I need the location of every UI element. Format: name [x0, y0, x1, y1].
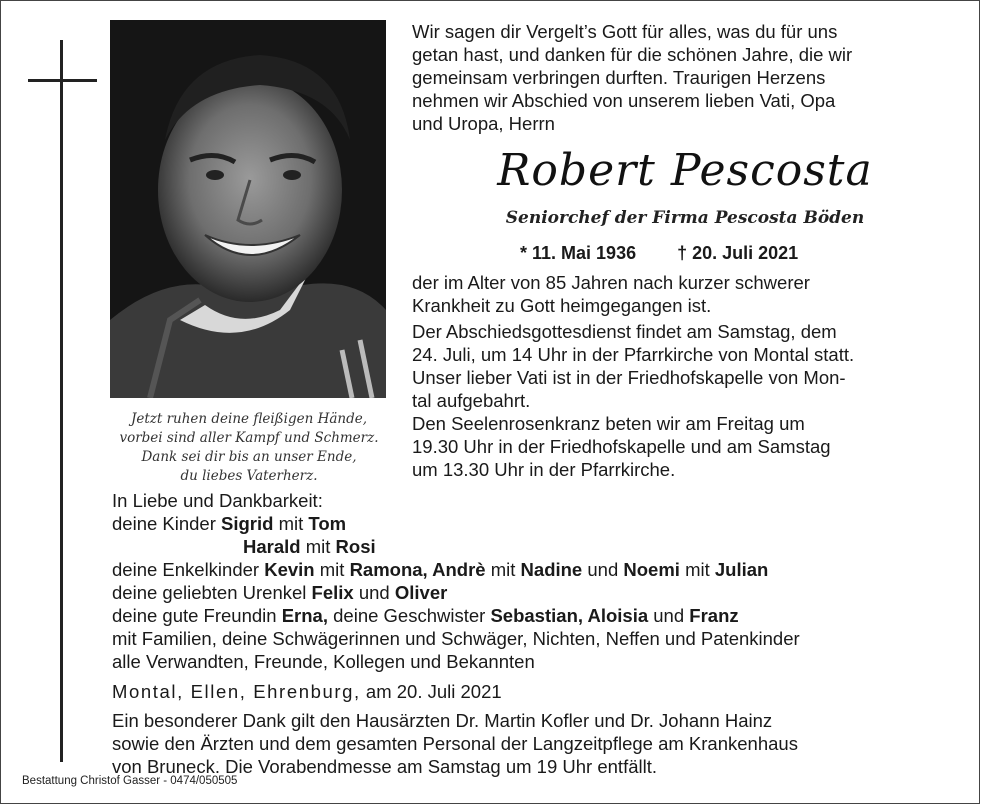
service-line: 19.30 Uhr in der Friedhofskapelle und am Samstag	[412, 436, 831, 457]
child-name: Sigrid	[221, 513, 274, 534]
poem-line: vorbei sind aller Kampf und Schmerz.	[119, 430, 379, 446]
birth-date: * 11. Mai 1936	[520, 243, 637, 263]
families-line: mit Familien, deine Schwägerinnen und Schwäger, Nichten, Neffen und Patenkinder	[112, 628, 800, 649]
thanks-line: von Bruneck. Die Vorabendmesse am Samstag um 19 Uhr entfällt.	[112, 756, 657, 777]
partner-name: Rosi	[335, 536, 376, 557]
thanks-line: Ein besonderer Dank gilt den Hausärzten Dr. Martin Kofler und Dr. Johann Hainz	[112, 710, 773, 731]
service-text	[412, 320, 854, 481]
place-date	[112, 680, 502, 703]
poem-line: Jetzt ruhen deine fleißigen Hände,	[130, 411, 368, 427]
service-line: Den Seelenrosenkranz beten wir am Freitag um	[412, 413, 805, 434]
poem-line: Dank sei dir bis an unser Ende,	[141, 449, 357, 465]
friends-siblings-line: deine gute Freundin Erna, deine Geschwister Sebastian, Aloisia und Franz	[112, 605, 739, 626]
intro-line: nehmen wir Abschied von unserem lieben Vati, Opa	[412, 90, 836, 111]
intro-text	[412, 20, 852, 135]
portrait-photo	[110, 20, 386, 398]
family-list	[112, 489, 376, 558]
place-names: Montal, Ellen, Ehrenburg,	[112, 681, 361, 702]
life-dates	[520, 243, 798, 264]
intro-line: getan hast, und danken für die schönen Jahre, die wir	[412, 44, 853, 65]
intro-line: und Uropa, Herrn	[412, 113, 555, 134]
service-line: Unser lieber Vati ist in der Friedhofskapelle von Mon-	[412, 367, 846, 388]
death-date: † 20. Juli 2021	[677, 243, 799, 263]
memorial-poem	[108, 410, 390, 486]
service-line: tal aufgebahrt.	[412, 390, 531, 411]
service-line: um 13.30 Uhr in der Pfarrkirche.	[412, 459, 676, 480]
poem-line: du liebes Vaterherz.	[180, 468, 318, 484]
intro-line: gemeinsam verbringen durften. Traurigen Herzens	[412, 67, 826, 88]
extended-family	[112, 558, 800, 673]
great-grandchildren-line: deine geliebten Urenkel Felix und Oliver	[112, 582, 448, 603]
death-line: Krankheit zu Gott heimgegangen ist.	[412, 295, 712, 316]
children-line: deine Kinder Sigrid mit Tom	[112, 513, 347, 534]
relatives-line: alle Verwandten, Freunde, Kollegen und Bekannten	[112, 651, 535, 672]
death-text	[412, 271, 810, 317]
thanks-line: sowie den Ärzten und dem gesamten Personal der Langzeitpflege am Krankenhaus	[112, 733, 798, 754]
death-line: der im Alter von 85 Jahren nach kurzer schwerer	[412, 272, 810, 293]
funeral-home-credit: Bestattung Christof Gasser - 0474/050505	[22, 775, 238, 787]
family-heading: In Liebe und Dankbarkeit:	[112, 490, 323, 511]
deceased-name: Robert Pescosta	[497, 145, 873, 196]
date-text: am 20. Juli 2021	[360, 681, 502, 702]
deceased-subtitle: Seniorchef der Firma Pescosta Böden	[505, 208, 865, 228]
intro-line: Wir sagen dir Vergelt’s Gott für alles, was du für uns	[412, 21, 838, 42]
thanks-text	[112, 709, 798, 778]
children-line: Harald mit Rosi	[243, 536, 376, 557]
service-line: 24. Juli, um 14 Uhr in der Pfarrkirche von Montal statt.	[412, 344, 855, 365]
service-line: Der Abschiedsgottesdienst findet am Samstag, dem	[412, 321, 837, 342]
grandchildren-line: deine Enkelkinder Kevin mit Ramona, Andrè mit Nadine und Noemi mit Julian	[112, 559, 769, 580]
partner-name: Tom	[308, 513, 347, 534]
child-name: Harald	[243, 536, 301, 557]
